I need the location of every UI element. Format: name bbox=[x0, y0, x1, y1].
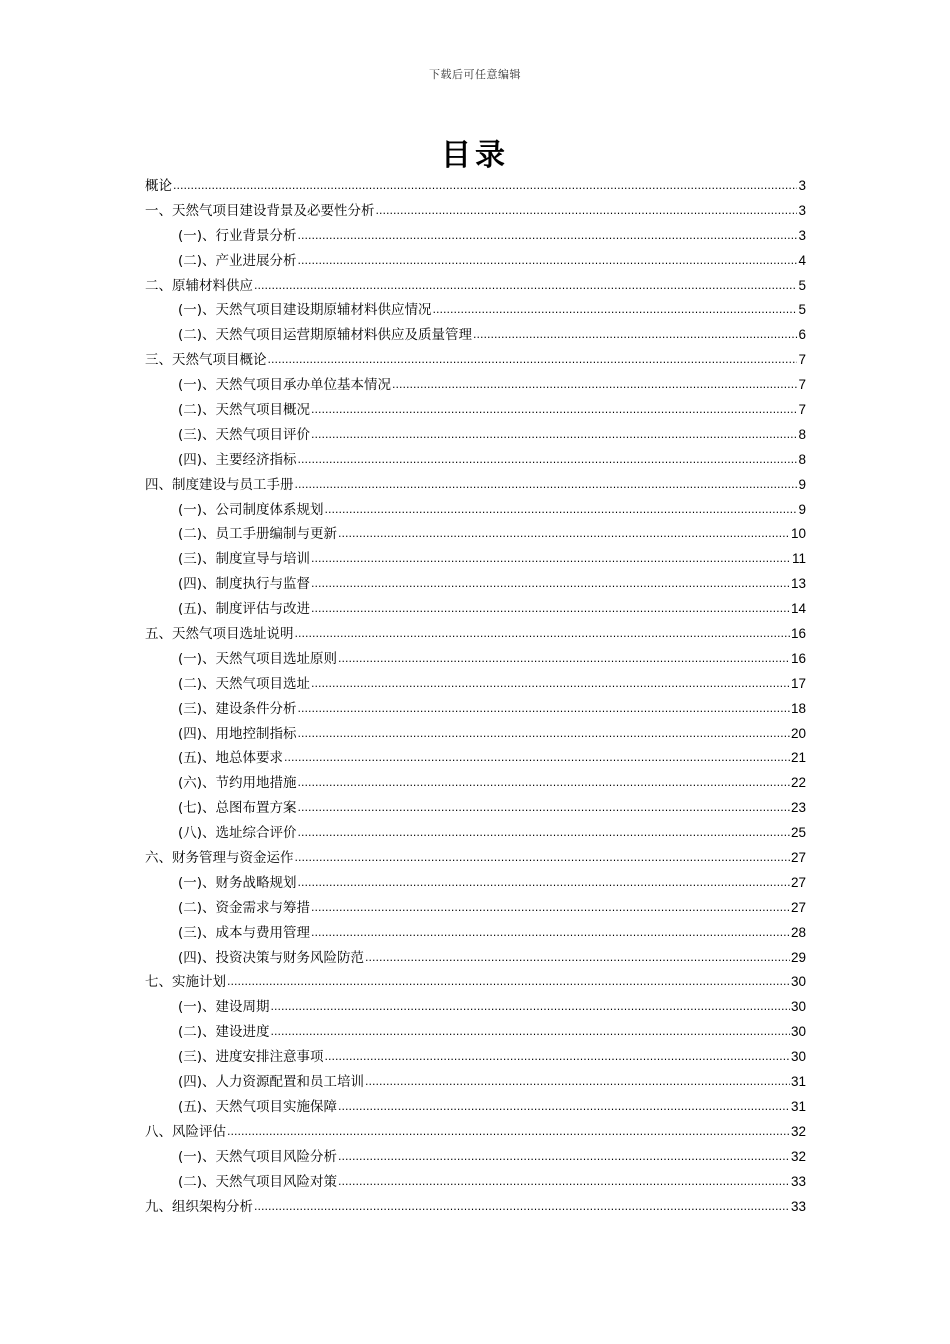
toc-entry-text: 二、原辅材料供应 bbox=[145, 277, 253, 294]
toc-entry-text: (一)、天然气项目建设期原辅材料供应情况 bbox=[178, 302, 432, 319]
toc-entry-text: (二)、员工手册编制与更新 bbox=[178, 526, 338, 543]
toc-page-number: 3 bbox=[798, 177, 806, 193]
toc-entry[interactable] bbox=[145, 572, 806, 597]
toc-entry-text: (二)、天然气项目选址 bbox=[178, 675, 311, 692]
toc-entry-text: (三)、进度安排注意事项 bbox=[178, 1049, 324, 1066]
toc-entry[interactable] bbox=[145, 249, 806, 274]
toc-entry[interactable] bbox=[145, 274, 806, 299]
toc-leader-dots bbox=[338, 1145, 790, 1170]
toc-page-number: 14 bbox=[790, 601, 806, 617]
toc-entry[interactable] bbox=[145, 622, 806, 647]
toc-entry[interactable] bbox=[145, 547, 806, 572]
toc-page-number: 33 bbox=[790, 1173, 806, 1189]
toc-entry-text: (二)、资金需求与筹措 bbox=[178, 899, 311, 916]
toc-entry[interactable] bbox=[145, 1195, 806, 1220]
toc-entry[interactable] bbox=[145, 348, 806, 373]
toc-page-number: 9 bbox=[798, 501, 806, 517]
toc-leader-dots bbox=[227, 970, 790, 995]
toc-leader-dots bbox=[311, 672, 790, 697]
toc-leader-dots bbox=[295, 846, 790, 871]
toc-leader-dots bbox=[365, 1070, 790, 1095]
toc-leader-dots bbox=[311, 597, 790, 622]
toc-leader-dots bbox=[311, 398, 797, 423]
toc-entry-text: 三、天然气项目概论 bbox=[145, 352, 267, 369]
toc-entry-text: (三)、制度宣导与培训 bbox=[178, 551, 311, 568]
toc-entry[interactable] bbox=[145, 921, 806, 946]
toc-leader-dots bbox=[254, 1195, 790, 1220]
toc-page-number: 16 bbox=[790, 650, 806, 666]
toc-page-number: 31 bbox=[790, 1098, 806, 1114]
toc-title: 目录 bbox=[441, 138, 509, 173]
toc-leader-dots bbox=[173, 174, 797, 199]
toc-leader-dots bbox=[254, 274, 797, 299]
toc-entry-text: (八)、选址综合评价 bbox=[178, 825, 297, 842]
toc-entry[interactable] bbox=[145, 995, 806, 1020]
toc-page-number: 30 bbox=[790, 974, 806, 990]
toc-leader-dots bbox=[311, 896, 790, 921]
toc-entry[interactable] bbox=[145, 498, 806, 523]
toc-entry[interactable] bbox=[145, 522, 806, 547]
toc-entry[interactable] bbox=[145, 1045, 806, 1070]
toc-page-number: 5 bbox=[798, 277, 806, 293]
toc-entry[interactable] bbox=[145, 373, 806, 398]
toc-leader-dots bbox=[298, 448, 798, 473]
toc-entry[interactable] bbox=[145, 1020, 806, 1045]
toc-entry-text: (一)、公司制度体系规划 bbox=[178, 501, 324, 518]
toc-page-number: 17 bbox=[790, 675, 806, 691]
toc-leader-dots bbox=[325, 498, 798, 523]
toc-entry[interactable] bbox=[145, 971, 806, 996]
toc-page-number: 13 bbox=[790, 576, 806, 592]
toc-entry[interactable] bbox=[145, 423, 806, 448]
toc-leader-dots bbox=[365, 946, 790, 971]
toc-entry[interactable] bbox=[145, 398, 806, 423]
toc-leader-dots bbox=[295, 622, 790, 647]
toc-leader-dots bbox=[298, 249, 798, 274]
toc-page-number: 30 bbox=[790, 1049, 806, 1065]
toc-leader-dots bbox=[338, 1095, 790, 1120]
toc-page-number: 3 bbox=[798, 227, 806, 243]
header-note: 下载后可任意编辑 bbox=[429, 68, 521, 81]
toc-page-number: 30 bbox=[790, 1024, 806, 1040]
toc-entry[interactable] bbox=[145, 1120, 806, 1145]
toc-entry-text: 概论 bbox=[145, 177, 172, 194]
toc-entry[interactable] bbox=[145, 597, 806, 622]
toc-entry-text: 四、制度建设与员工手册 bbox=[145, 476, 294, 493]
toc-entry[interactable] bbox=[145, 1170, 806, 1195]
toc-entry-text: (五)、地总体要求 bbox=[178, 750, 284, 767]
toc-entry-text: (四)、投资决策与财务风险防范 bbox=[178, 949, 365, 966]
toc-entry[interactable] bbox=[145, 1095, 806, 1120]
toc-entry-text: 六、财务管理与资金运作 bbox=[145, 850, 294, 867]
toc-page-number: 28 bbox=[790, 924, 806, 940]
toc-leader-dots bbox=[284, 746, 790, 771]
toc-page-number: 7 bbox=[798, 377, 806, 393]
toc-page-number: 8 bbox=[798, 451, 806, 467]
toc-page-number: 11 bbox=[791, 551, 806, 567]
toc-entry[interactable] bbox=[145, 871, 806, 896]
toc-page-number: 25 bbox=[790, 825, 806, 841]
toc-entry[interactable] bbox=[145, 946, 806, 971]
toc-page-number: 5 bbox=[798, 302, 806, 318]
toc-entry-text: (一)、财务战略规划 bbox=[178, 874, 297, 891]
toc-page-number: 6 bbox=[798, 327, 806, 343]
toc-entry-text: (一)、天然气项目承办单位基本情况 bbox=[178, 377, 392, 394]
toc-entry-text: (五)、天然气项目实施保障 bbox=[178, 1098, 338, 1115]
toc-page-number: 22 bbox=[790, 775, 806, 791]
toc-page-number: 7 bbox=[798, 352, 806, 368]
toc-leader-dots bbox=[392, 373, 797, 398]
toc-leader-dots bbox=[298, 871, 790, 896]
toc-entry-text: 九、组织架构分析 bbox=[145, 1198, 253, 1215]
toc-leader-dots bbox=[268, 348, 798, 373]
toc-entry-text: (二)、天然气项目概况 bbox=[178, 402, 311, 418]
toc-page-number: 27 bbox=[790, 850, 806, 866]
toc-page-number: 18 bbox=[790, 700, 806, 716]
toc-entry[interactable] bbox=[145, 199, 806, 224]
toc-entry-text: (一)、建设周期 bbox=[178, 999, 270, 1016]
toc-entry[interactable] bbox=[145, 821, 806, 846]
toc-entry-text: (六)、节约用地措施 bbox=[178, 775, 297, 792]
toc-entry-text: (三)、天然气项目评价 bbox=[178, 426, 311, 443]
toc-entry[interactable] bbox=[145, 697, 806, 722]
toc-entry[interactable] bbox=[145, 298, 806, 323]
toc-leader-dots bbox=[298, 697, 790, 722]
toc-leader-dots bbox=[311, 423, 797, 448]
toc-entry[interactable] bbox=[145, 174, 806, 199]
toc-leader-dots bbox=[376, 199, 798, 224]
toc-leader-dots bbox=[298, 771, 790, 796]
toc-page-number: 30 bbox=[790, 999, 806, 1015]
toc-page-number: 29 bbox=[790, 949, 806, 965]
toc-page-number: 10 bbox=[790, 526, 806, 542]
toc-entry[interactable] bbox=[145, 722, 806, 747]
toc-entry[interactable] bbox=[145, 896, 806, 921]
toc-page-number: 27 bbox=[790, 899, 806, 915]
toc-page-number: 23 bbox=[790, 800, 806, 816]
toc-leader-dots bbox=[433, 298, 798, 323]
toc-entry-text: (二)、天然气项目运营期原辅材料供应及质量管理 bbox=[178, 327, 473, 344]
toc-page-number: 3 bbox=[798, 202, 806, 218]
toc-leader-dots bbox=[311, 921, 790, 946]
toc-leader-dots bbox=[325, 1045, 790, 1070]
toc-leader-dots bbox=[338, 522, 790, 547]
toc-page-number: 32 bbox=[790, 1123, 806, 1139]
toc-entry-text: (七)、总图布置方案 bbox=[178, 800, 297, 817]
toc-entry[interactable] bbox=[145, 647, 806, 672]
toc-page-number: 27 bbox=[790, 874, 806, 890]
toc-entry-text: 一、天然气项目建设背景及必要性分析 bbox=[145, 202, 375, 219]
toc-entry[interactable] bbox=[145, 224, 806, 249]
toc-entry-text: (二)、建设进度 bbox=[178, 1024, 270, 1041]
toc-entry-text: (二)、天然气项目风险对策 bbox=[178, 1173, 338, 1190]
toc-entry-text: 五、天然气项目选址说明 bbox=[145, 626, 294, 643]
toc-entry-text: (四)、人力资源配置和员工培训 bbox=[178, 1074, 365, 1091]
toc-leader-dots bbox=[298, 821, 790, 846]
toc-page-number: 21 bbox=[790, 750, 806, 766]
toc-entry-text: (三)、成本与费用管理 bbox=[178, 924, 311, 941]
toc-entry-text: (五)、制度评估与改进 bbox=[178, 601, 311, 618]
toc-entry-text: 八、风险评估 bbox=[145, 1123, 226, 1140]
toc-page-number: 4 bbox=[798, 252, 806, 268]
toc-entry[interactable] bbox=[145, 796, 806, 821]
toc-page-number: 7 bbox=[798, 402, 806, 417]
toc-page-number: 33 bbox=[790, 1198, 806, 1214]
toc-entry-text: (一)、天然气项目选址原则 bbox=[178, 650, 338, 667]
toc-leader-dots bbox=[298, 796, 790, 821]
toc-page-number: 31 bbox=[790, 1074, 806, 1090]
toc-entry[interactable] bbox=[145, 473, 806, 498]
toc-page-number: 8 bbox=[798, 426, 806, 442]
toc-entry[interactable] bbox=[145, 1145, 806, 1170]
toc-entry[interactable] bbox=[145, 323, 806, 348]
toc-entry-text: (四)、用地控制指标 bbox=[178, 725, 297, 742]
toc-page-number: 20 bbox=[790, 725, 806, 741]
table-of-contents bbox=[145, 174, 806, 1219]
toc-entry[interactable] bbox=[145, 771, 806, 796]
toc-entry-text: (二)、产业进展分析 bbox=[178, 252, 297, 269]
toc-page-number: 32 bbox=[790, 1148, 806, 1164]
toc-entry[interactable] bbox=[145, 672, 806, 697]
toc-leader-dots bbox=[271, 995, 790, 1020]
toc-entry-text: (一)、天然气项目风险分析 bbox=[178, 1148, 338, 1165]
toc-entry-text: (四)、主要经济指标 bbox=[178, 451, 297, 468]
toc-entry-text: (一)、行业背景分析 bbox=[178, 227, 297, 244]
toc-leader-dots bbox=[311, 572, 790, 597]
toc-entry[interactable] bbox=[145, 746, 806, 771]
toc-leader-dots bbox=[338, 647, 790, 672]
toc-page-number: 16 bbox=[790, 626, 806, 642]
toc-leader-dots bbox=[271, 1020, 790, 1045]
toc-entry-text: (四)、制度执行与监督 bbox=[178, 576, 311, 593]
toc-leader-dots bbox=[311, 547, 791, 572]
toc-entry[interactable] bbox=[145, 846, 806, 871]
toc-entry[interactable] bbox=[145, 1070, 806, 1095]
toc-leader-dots bbox=[338, 1170, 790, 1195]
toc-leader-dots bbox=[298, 722, 790, 747]
toc-entry[interactable] bbox=[145, 448, 806, 473]
toc-entry-text: 七、实施计划 bbox=[145, 974, 226, 991]
toc-leader-dots bbox=[227, 1120, 790, 1145]
toc-leader-dots bbox=[295, 473, 798, 498]
toc-leader-dots bbox=[298, 224, 798, 249]
toc-leader-dots bbox=[473, 323, 797, 348]
toc-entry-text: (三)、建设条件分析 bbox=[178, 700, 297, 717]
toc-page-number: 9 bbox=[798, 476, 806, 492]
